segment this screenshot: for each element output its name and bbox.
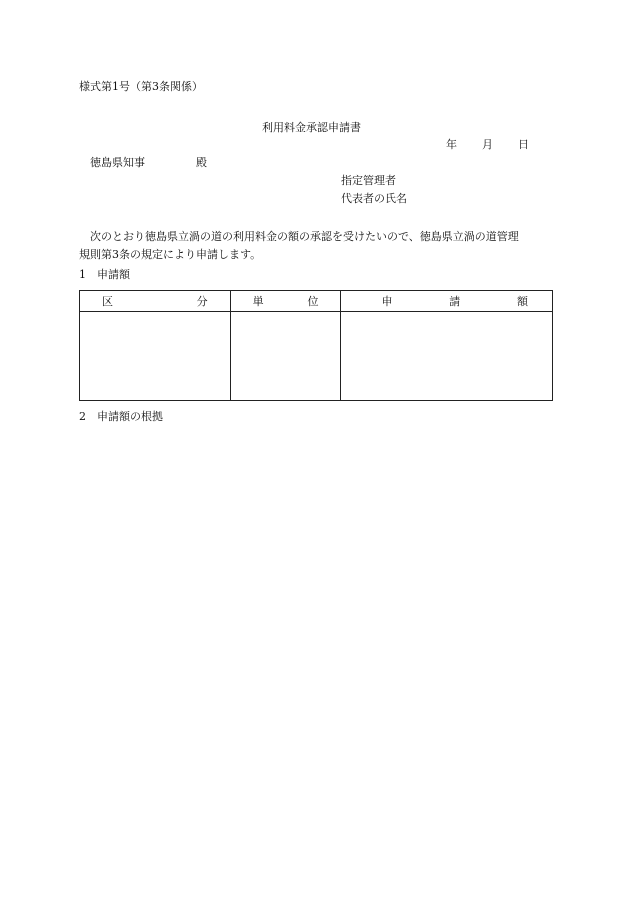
addressee-name: 徳島県知事 <box>90 156 145 169</box>
date-day: 日 <box>518 138 529 151</box>
table-row <box>80 312 553 401</box>
header-amount-char3: 額 <box>516 295 528 308</box>
cell-amount <box>341 312 553 401</box>
date-year: 年 <box>446 138 457 151</box>
cell-category <box>80 312 231 401</box>
form-number: 様式第1号（第3条関係） <box>79 80 203 93</box>
cell-unit <box>230 312 341 401</box>
table-header-row <box>80 291 553 312</box>
header-category-char2: 分 <box>196 295 208 308</box>
body-text-line2: 規則第3条の規定により申請します。 <box>79 248 262 261</box>
header-category-char1: 区 <box>102 295 113 308</box>
addressee-honorific: 殿 <box>196 156 207 169</box>
body-text-line1: 次のとおり徳島県立渦の道の利用料金の額の承認を受けたいので、徳島県立渦の道管理 <box>90 230 519 243</box>
applicant-representative: 代表者の氏名 <box>341 192 407 205</box>
application-amount-table <box>79 290 553 401</box>
header-unit-char1: 単 <box>252 295 264 308</box>
header-amount <box>341 291 553 312</box>
date-month: 月 <box>482 138 493 151</box>
header-unit-char2: 位 <box>307 295 319 308</box>
section2-label: 2 申請額の根拠 <box>79 410 163 423</box>
header-unit <box>230 291 341 312</box>
applicant-org: 指定管理者 <box>341 174 396 187</box>
section1-label: 1 申請額 <box>79 268 130 281</box>
document-title: 利用料金承認申請書 <box>262 121 361 134</box>
header-category <box>80 291 231 312</box>
header-amount-char1: 申 <box>381 295 393 308</box>
header-amount-char2: 請 <box>449 295 461 308</box>
